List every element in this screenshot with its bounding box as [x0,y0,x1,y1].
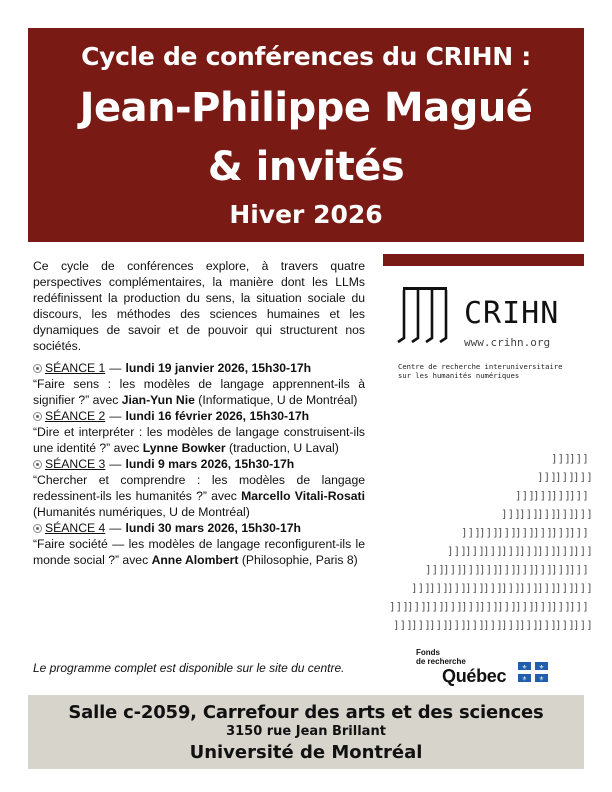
quebec-flag-icon [518,662,548,682]
session-date: lundi 30 mars 2026, 15h30-17h [125,521,301,535]
crihn-url[interactable]: www.crihn.org [464,336,551,349]
venue-footer [28,695,584,769]
session-label[interactable]: SÉANCE 2 [45,409,106,423]
pattern-glyph: ]]] [407,600,427,613]
pattern-glyph: ]]] [411,618,431,632]
crihn-pattern-icon [383,452,593,642]
banner-season: Hiver 2026 [229,200,383,229]
pattern-glyph: ]]] [551,563,571,576]
pattern-glyph: ]]] [483,581,503,595]
pattern-glyph: ]]] [533,563,553,576]
pattern-glyph: ]]] [497,563,517,576]
session-speaker: Anne Alombert [151,553,239,567]
pattern-glyph: ]]] [389,600,409,613]
pattern-glyph: ]]] [483,618,503,632]
session-header [33,520,365,536]
pattern-glyph: ]]] [519,544,539,558]
frq-quebec: Québec [442,666,507,686]
session-affiliation: (Humanités numériques, U de Montréal) [33,505,250,519]
pattern-glyph: ]]] [443,563,463,576]
radio-bullet-icon [33,460,42,469]
crihn-desc-line2: sur les humanités numériques [398,371,520,380]
svg-text:⚜: ⚜ [538,664,545,671]
radio-bullet-icon [33,524,42,533]
title-banner [28,28,584,242]
pattern-glyph: ]]] [447,618,467,632]
crihn-name: CRIHN [464,296,560,331]
separator: — [109,457,122,471]
session-date: lundi 19 janvier 2026, 15h30-17h [125,361,312,375]
pattern-glyph: ]]] [497,526,517,539]
pattern-glyph: ]]] [501,618,521,632]
pattern-glyph: ]]] [411,581,431,595]
pattern-glyph: ]]] [443,600,463,613]
pattern-glyph: ]]] [573,544,593,558]
pattern-glyph: ]]] [393,618,413,632]
pattern-glyph: ]]] [569,563,589,576]
pattern-glyph: ]]] [447,581,467,595]
venue-university: Université de Montréal [189,742,423,763]
intro-paragraph: Ce cycle de conférences explore, à travers quatre perspectives complémentaires, la manière dont les LLMs redéfinissent la production du sens, la situation sociale du discours, les méthodes des sciences humaines et les dynamiques de savoir et de pouvoir qui structurent nos sociétés. [33,259,365,353]
session-date: lundi 9 mars 2026, 15h30-17h [125,457,295,471]
program-footnote: Le programme complet est disponible sur le site du centre. [33,661,345,675]
pattern-glyph: ]]] [551,489,571,502]
pattern-glyph: ]]] [569,452,589,465]
session-speaker: Jian-Yun Nie [121,393,195,407]
session-item [33,360,365,408]
pattern-glyph: ]]] [551,452,571,465]
pattern-glyph: ]]] [501,544,521,558]
pattern-glyph: ]]] [479,526,499,539]
pattern-glyph: ]]] [461,563,481,576]
pattern-glyph: ]]] [533,600,553,613]
session-header [33,360,365,376]
pattern-glyph: ]]] [573,618,593,632]
pattern-glyph: ]]] [555,470,575,484]
session-description [33,376,365,408]
pattern-glyph: ]]] [465,618,485,632]
pattern-glyph: ]]] [569,600,589,613]
accent-bar [383,254,584,266]
pattern-glyph: ]]] [479,600,499,613]
session-speaker: Lynne Bowker [142,441,226,455]
pattern-glyph: ]]] [479,563,499,576]
pattern-glyph: ]]] [551,526,571,539]
pattern-glyph: ]]] [519,507,539,521]
svg-text:⚜: ⚜ [521,664,528,671]
pattern-glyph: ]]] [555,618,575,632]
svg-text:⚜: ⚜ [521,675,528,683]
banner-speaker-name: Jean-Philippe Magué [79,85,533,131]
frq-label [416,648,466,666]
pattern-glyph: ]]] [425,563,445,576]
pattern-glyph: ]]] [465,544,485,558]
pattern-glyph: ]]] [461,600,481,613]
session-speaker: Marcello Vitali-Rosati [241,489,365,503]
pattern-glyph: ]]] [461,526,481,539]
session-item [33,520,365,568]
pattern-glyph: ]]] [483,544,503,558]
session-description [33,472,365,520]
pattern-glyph: ]]] [537,507,557,521]
pattern-glyph: ]]] [447,544,467,558]
session-title: “Dire et interpréter : les modèles de langage construisent-ils une identité ?” avec [33,425,365,455]
svg-text:⚜: ⚜ [538,675,545,683]
pattern-glyph: ]]] [537,618,557,632]
pattern-glyph: ]]] [501,581,521,595]
pattern-glyph: ]]] [533,526,553,539]
pattern-glyph: ]]] [569,526,589,539]
session-label[interactable]: SÉANCE 1 [45,361,106,375]
pattern-glyph: ]]] [537,470,557,484]
pattern-glyph: ]]] [519,581,539,595]
crihn-desc-line1: Centre de recherche interuniversitaire [398,362,563,371]
session-label[interactable]: SÉANCE 4 [45,521,106,535]
radio-bullet-icon [33,364,42,373]
pattern-glyph: ]]] [515,489,535,502]
pattern-glyph: ]]] [515,526,535,539]
session-affiliation: (traduction, U Laval) [225,441,339,455]
session-title: “Chercher et comprendre : les modèles de langage redessinent-ils les humanités ?” avec [33,473,365,503]
pattern-glyph: ]]] [573,470,593,484]
pattern-glyph: ]]] [537,581,557,595]
separator: — [109,409,122,423]
crihn-description [398,362,588,380]
pattern-glyph: ]]] [555,507,575,521]
pattern-glyph: ]]] [537,544,557,558]
pattern-glyph: ]]] [555,544,575,558]
session-label[interactable]: SÉANCE 3 [45,457,106,471]
venue-room: Salle c-2059, Carrefour des arts et des sciences [68,702,544,723]
session-header [33,456,365,472]
pattern-glyph: ]]] [573,581,593,595]
pattern-glyph: ]]] [519,618,539,632]
banner-series-title: Cycle de conférences du CRIHN : [81,42,531,71]
session-affiliation: (Philosophie, Paris 8) [238,553,358,567]
pattern-glyph: ]]] [429,618,449,632]
venue-address: 3150 rue Jean Brillant [226,724,386,739]
session-list [33,360,365,568]
pattern-glyph: ]]] [465,581,485,595]
pattern-glyph: ]]] [533,489,553,502]
session-header [33,408,365,424]
session-title: “Faire sens : les modèles de langage apprennent-ils à signifier ?” avec [33,377,365,407]
pattern-glyph: ]]] [555,581,575,595]
pattern-glyph: ]]] [551,600,571,613]
frq-line1: Fonds [416,648,440,657]
radio-bullet-icon [33,412,42,421]
pattern-glyph: ]]] [425,600,445,613]
session-item [33,456,365,520]
pattern-glyph: ]]] [497,600,517,613]
pattern-glyph: ]]] [569,489,589,502]
crihn-logo [396,284,586,374]
crihn-logo-mark-icon [396,284,456,346]
session-date: lundi 16 février 2026, 15h30-17h [125,409,310,423]
pattern-glyph: ]]] [515,600,535,613]
separator: — [109,361,122,375]
pattern-glyph: ]]] [501,507,521,521]
session-affiliation: (Informatique, U de Montréal) [194,393,358,407]
pattern-glyph: ]]] [515,563,535,576]
session-title: “Faire société — les modèles de langage reconfigurent-ils le monde social ?” avec [33,537,365,567]
session-description [33,536,365,568]
frq-logo [414,648,554,688]
session-item [33,408,365,456]
session-description [33,424,365,456]
separator: — [109,521,122,535]
pattern-glyph: ]]] [429,581,449,595]
banner-guests: & invités [207,144,405,190]
pattern-glyph: ]]] [573,507,593,521]
frq-line2: de recherche [416,657,466,666]
